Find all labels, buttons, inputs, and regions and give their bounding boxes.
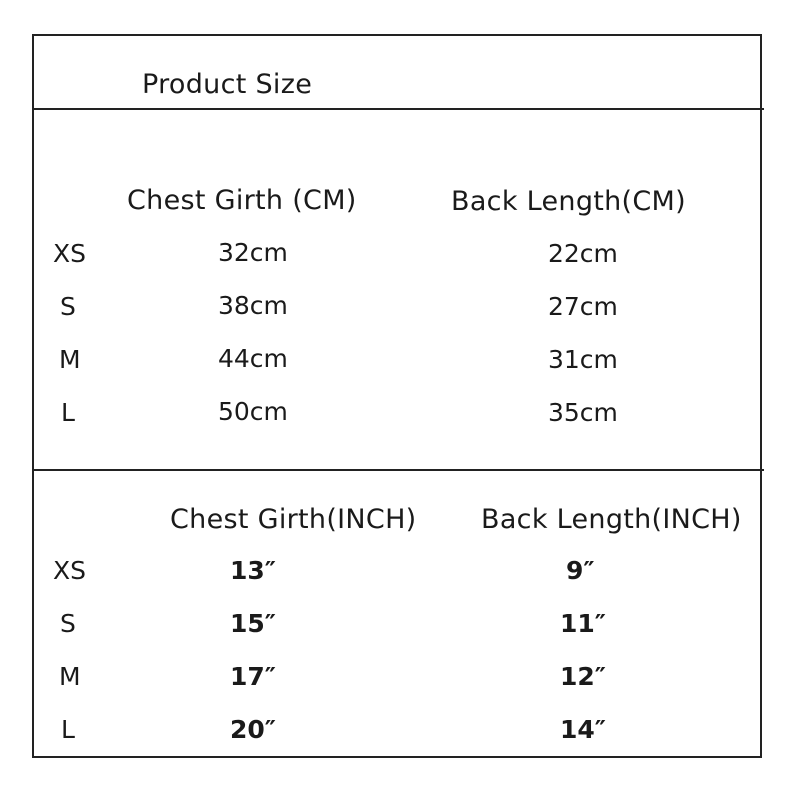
cm-row-back: 35cm xyxy=(548,398,618,427)
cm-row-chest: 32cm xyxy=(218,238,288,267)
inch-row-back: 14″ xyxy=(560,715,606,744)
inch-row-size: M xyxy=(59,662,81,691)
inch-row-chest: 15″ xyxy=(230,609,276,638)
inch-row-back: 9″ xyxy=(566,556,595,585)
cm-row-size: XS xyxy=(53,239,86,268)
size-chart-frame xyxy=(32,34,762,758)
cm-back-header: Back Length(CM) xyxy=(451,186,686,217)
cm-row-chest: 44cm xyxy=(218,344,288,373)
cm-row-size: S xyxy=(60,292,76,321)
inch-row-chest: 17″ xyxy=(230,662,276,691)
inch-row-chest: 13″ xyxy=(230,556,276,585)
section-divider xyxy=(32,469,764,471)
inch-row-size: L xyxy=(61,715,75,744)
inch-row-size: XS xyxy=(53,556,86,585)
inch-row-back: 11″ xyxy=(560,609,606,638)
inch-back-header: Back Length(INCH) xyxy=(481,504,742,535)
chart-title: Product Size xyxy=(142,69,313,100)
inch-row-back: 12″ xyxy=(560,662,606,691)
cm-row-size: L xyxy=(61,398,75,427)
inch-chest-header: Chest Girth(INCH) xyxy=(170,504,417,535)
cm-row-back: 31cm xyxy=(548,345,618,374)
inch-row-size: S xyxy=(60,609,76,638)
cm-row-back: 27cm xyxy=(548,292,618,321)
cm-chest-header: Chest Girth (CM) xyxy=(127,185,357,216)
cm-row-size: M xyxy=(59,345,81,374)
title-divider xyxy=(32,108,764,110)
cm-row-chest: 50cm xyxy=(218,397,288,426)
cm-row-chest: 38cm xyxy=(218,291,288,320)
inch-row-chest: 20″ xyxy=(230,715,276,744)
cm-row-back: 22cm xyxy=(548,239,618,268)
